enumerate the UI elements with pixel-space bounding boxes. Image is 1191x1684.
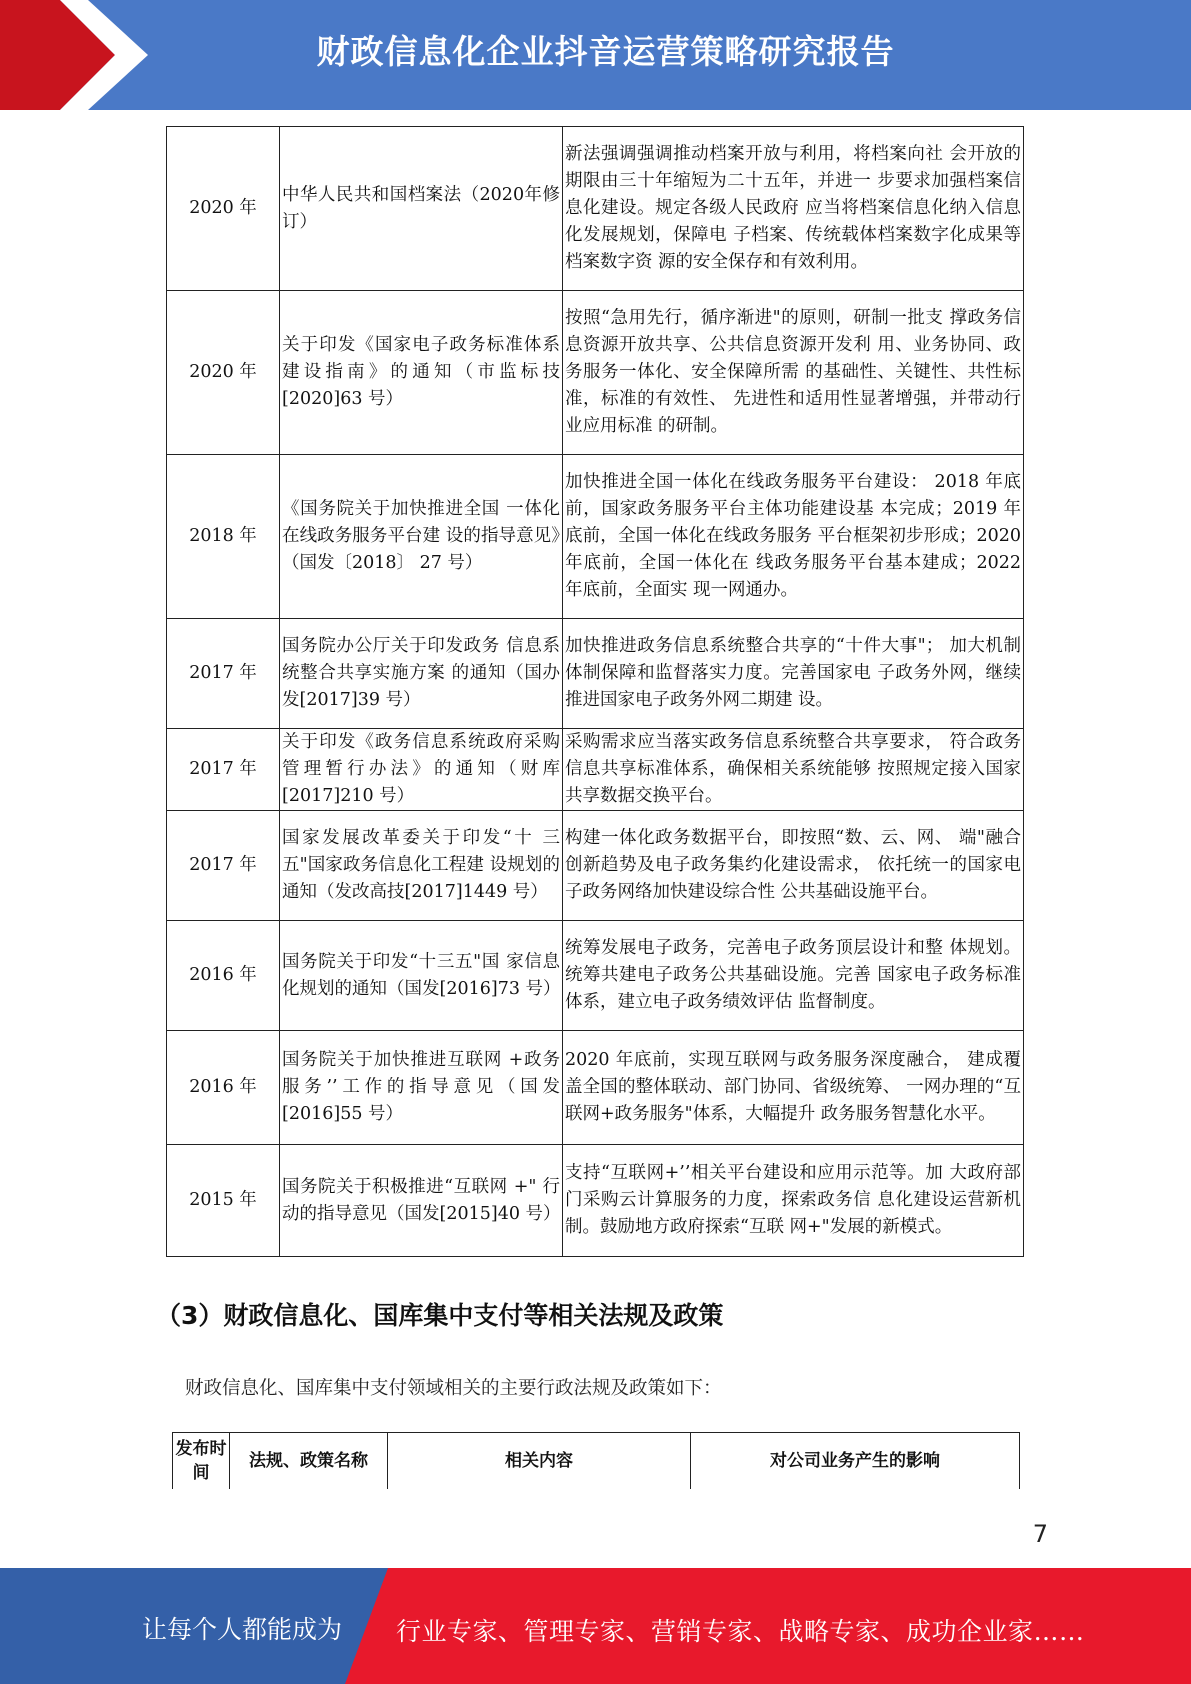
policy-name: 国务院关于积极推进“互联网 +" 行动的指导意见（国发[2015]40 号） [280, 1145, 563, 1257]
policy-row [167, 619, 1024, 729]
policy-year: 2018 年 [167, 455, 280, 619]
policy-name: 关于印发《国家电子政务标准体系建设指南》的通知（市监标技[2020]63 号） [280, 291, 563, 455]
policy-name: 关于印发《政务信息系统政府采购管理暂行办法》的通知（财库[2017]210 号） [280, 729, 563, 811]
regulation-table-header [172, 1432, 1020, 1489]
footer-slogan-right: 行业专家、管理专家、营销专家、战略专家、成功企业家…… [396, 1617, 1085, 1646]
policy-row [167, 1145, 1024, 1257]
policy-name: 国务院关于加快推进互联网 +政务服务’’工作的指导意见（国发[2016]55 号） [280, 1031, 563, 1145]
policy-content: 加快推进全国一体化在线政务服务平台建设： 2018 年底前，国家政务服务平台主体功能建设基 本完成；2019 年底前，全国一体化在线政务服务 平台框架初步形成；2020 年底前，全国一体化在 线政务服务平台基本建成；2022 年底前，全面实 现一网通办。 [563, 455, 1024, 619]
policy-name: 国家发展改革委关于印发“十 三五"国家政务信息化工程建 设规划的通知（发改高技[2017]1449 号） [280, 811, 563, 921]
header-title: 财政信息化企业抖音运营策略研究报告 [316, 32, 895, 71]
policy-row [167, 291, 1024, 455]
policy-content: 统筹发展电子政务，完善电子政务顶层设计和整 体规划。统筹共建电子政务公共基础设施。完善 国家电子政务标准体系，建立电子政务绩效评估 监督制度。 [563, 921, 1024, 1031]
policy-content: 加快推进政务信息系统整合共享的“十件大事"； 加大机制体制保障和监督落实力度。完善国家电 子政务外网，继续推进国家电子政务外网二期建 设。 [563, 619, 1024, 729]
policy-name: 国务院关于印发“十三五"国 家信息化规划的通知（国发[2016]73 号） [280, 921, 563, 1031]
policy-year: 2015 年 [167, 1145, 280, 1257]
col-related-content: 相关内容 [388, 1433, 691, 1489]
policy-row [167, 811, 1024, 921]
policy-row [167, 921, 1024, 1031]
section-intro: 财政信息化、国库集中支付领域相关的主要行政法规及政策如下： [185, 1378, 722, 1399]
page-footer [0, 1568, 1191, 1684]
policy-year: 2016 年 [167, 1031, 280, 1145]
policy-name: 国务院办公厅关于印发政务 信息系统整合共享实施方案 的通知（国办发[2017]39 号） [280, 619, 563, 729]
page-number: 7 [1032, 1520, 1048, 1548]
col-publish-time: 发布时间 [173, 1433, 230, 1489]
policy-content: 新法强调强调推动档案开放与利用，将档案向社 会开放的期限由三十年缩短为二十五年，并进一 步要求加强档案信息化建设。规定各级人民政府 应当将档案信息化纳入信息化发展规划，保障电 子档案、传统载体档案数字化成果等档案数字资 源的安全保存和有效利用。 [563, 127, 1024, 291]
policy-year: 2017 年 [167, 729, 280, 811]
policy-table [166, 126, 1024, 1257]
policy-year: 2020 年 [167, 291, 280, 455]
policy-row [167, 1031, 1024, 1145]
col-business-impact: 对公司业务产生的影响 [770, 1451, 940, 1471]
policy-row [167, 127, 1024, 291]
policy-name: 《国务院关于加快推进全国 一体化在线政务服务平台建 设的指导意见》（国发〔2018〕 27 号） [280, 455, 563, 619]
section-title: （3）财政信息化、国库集中支付等相关法规及政策 [156, 1301, 724, 1330]
footer-slogan-left: 让每个人都能成为 [142, 1615, 343, 1644]
policy-content: 支持“互联网+’’相关平台建设和应用示范等。加 大政府部门采购云计算服务的力度，探索政务信 息化建设运营新机制。鼓励地方政府探索“互联 网+"发展的新模式。 [563, 1145, 1024, 1257]
policy-content: 采购需求应当落实政务信息系统整合共享要求， 符合政务信息共享标准体系，确保相关系统能够 按照规定接入国家共享数据交换平台。 [563, 729, 1024, 811]
policy-content: 构建一体化政务数据平台，即按照“数、云、网、 端"融合创新趋势及电子政务集约化建设需求， 依托统一的国家电子政务网络加快建设综合性 公共基础设施平台。 [563, 811, 1024, 921]
policy-year: 2016 年 [167, 921, 280, 1031]
col-policy-name: 法规、政策名称 [230, 1433, 388, 1489]
policy-content: 按照“急用先行，循序渐进"的原则，研制一批支 撑政务信息资源开放共享、公共信息资源开发利 用、业务协同、政务服务一体化、安全保障所需 的基础性、关键性、共性标准，标准的有效性、 先进性和适用性显著增强，并带动行业应用标准 的研制。 [563, 291, 1024, 455]
policy-year: 2017 年 [167, 619, 280, 729]
policy-name: 中华人民共和国档案法（2020年修订） [280, 127, 563, 291]
policy-row [167, 455, 1024, 619]
policy-row [167, 729, 1024, 811]
policy-content: 2020 年底前，实现互联网与政务服务深度融合， 建成覆盖全国的整体联动、部门协同、省级统筹、 一网办理的“互联网+政务服务"体系，大幅提升 政务服务智慧化水平。 [563, 1031, 1024, 1145]
policy-year: 2017 年 [167, 811, 280, 921]
policy-year: 2020 年 [167, 127, 280, 291]
page-header [0, 0, 1191, 110]
